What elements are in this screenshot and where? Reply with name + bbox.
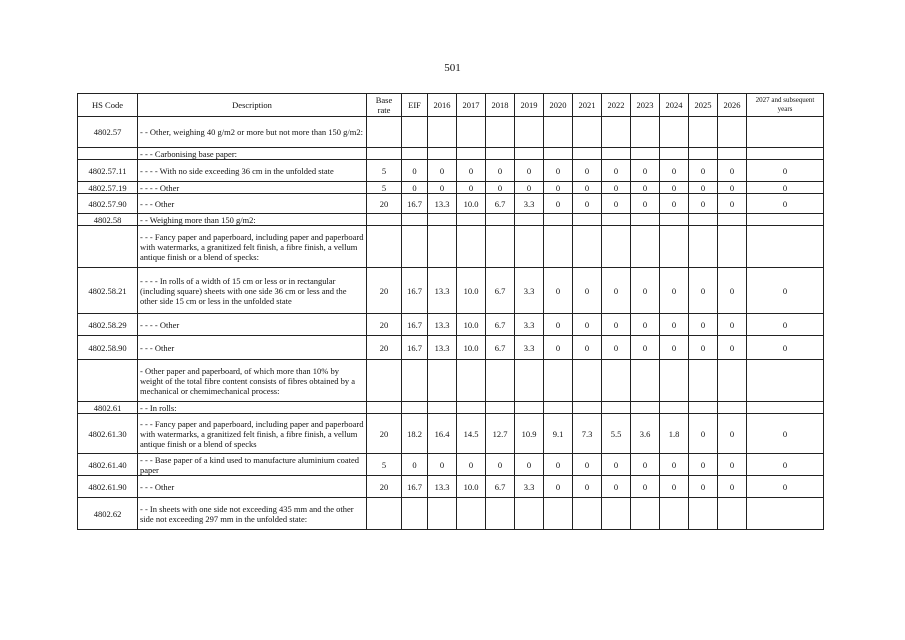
rate-cell: 3.3 — [515, 268, 544, 314]
rate-cell — [602, 214, 631, 226]
column-header-eif: EIF — [402, 94, 428, 117]
column-header-2019: 2019 — [515, 94, 544, 117]
rate-cell — [367, 226, 402, 268]
column-header-2021: 2021 — [573, 94, 602, 117]
rate-cell: 0 — [544, 194, 573, 214]
table-row — [78, 117, 824, 148]
rate-cell — [367, 498, 402, 530]
rate-cell — [428, 360, 457, 402]
table-row — [78, 194, 824, 214]
rate-cell — [515, 148, 544, 160]
rate-cell: 0 — [747, 268, 824, 314]
hs-code-cell: 4802.61.40 — [78, 454, 138, 476]
rate-cell — [660, 214, 689, 226]
rate-cell — [428, 214, 457, 226]
rate-cell — [428, 148, 457, 160]
rate-cell: 0 — [544, 314, 573, 336]
hs-code-cell: 4802.62 — [78, 498, 138, 530]
rate-cell: 0 — [631, 160, 660, 182]
rate-cell: 0 — [573, 160, 602, 182]
rate-cell — [718, 226, 747, 268]
description-cell: - - - Other — [138, 336, 367, 360]
rate-cell: 0 — [402, 160, 428, 182]
rate-cell — [631, 117, 660, 148]
rate-cell — [747, 498, 824, 530]
rate-cell — [602, 117, 631, 148]
rate-cell: 0 — [718, 194, 747, 214]
rate-cell: 0 — [689, 194, 718, 214]
rate-cell: 0 — [747, 160, 824, 182]
rate-cell: 0 — [544, 268, 573, 314]
rate-cell: 1.8 — [660, 414, 689, 454]
rate-cell — [631, 360, 660, 402]
rate-cell — [660, 360, 689, 402]
rate-cell: 0 — [602, 314, 631, 336]
rate-cell: 0 — [631, 194, 660, 214]
table-row — [78, 268, 824, 314]
description-cell: - - Other, weighing 40 g/m2 or more but not more than 150 g/m2: — [138, 117, 367, 148]
rate-cell — [631, 402, 660, 414]
rate-cell: 0 — [457, 182, 486, 194]
table-row — [78, 148, 824, 160]
rate-cell: 20 — [367, 414, 402, 454]
column-header-base-rate: Base rate — [367, 94, 402, 117]
rate-cell — [747, 148, 824, 160]
rate-cell — [515, 226, 544, 268]
rate-cell: 6.7 — [486, 314, 515, 336]
description-cell: - Other paper and paperboard, of which more than 10% by weight of the total fibre content consists of fibres obtained by a mechanical or chemimechanical process: — [138, 360, 367, 402]
rate-cell: 6.7 — [486, 336, 515, 360]
table-body — [78, 117, 824, 530]
rate-cell: 18.2 — [402, 414, 428, 454]
rate-cell: 0 — [747, 194, 824, 214]
rate-cell: 0 — [747, 414, 824, 454]
rate-cell — [602, 402, 631, 414]
hs-code-cell: 4802.57.90 — [78, 194, 138, 214]
rate-cell: 0 — [631, 454, 660, 476]
rate-cell — [602, 226, 631, 268]
hs-code-cell — [78, 148, 138, 160]
rate-cell: 7.3 — [573, 414, 602, 454]
rate-cell: 10.9 — [515, 414, 544, 454]
rate-cell — [544, 402, 573, 414]
rate-cell — [689, 148, 718, 160]
table-row — [78, 336, 824, 360]
rate-cell — [747, 402, 824, 414]
rate-cell — [402, 360, 428, 402]
rate-cell — [718, 402, 747, 414]
rate-cell: 20 — [367, 336, 402, 360]
rate-cell — [367, 148, 402, 160]
rate-cell: 0 — [631, 476, 660, 498]
rate-cell — [573, 498, 602, 530]
rate-cell: 10.0 — [457, 194, 486, 214]
rate-cell — [367, 360, 402, 402]
rate-cell: 0 — [544, 182, 573, 194]
rate-cell: 0 — [457, 160, 486, 182]
rate-cell — [660, 148, 689, 160]
rate-cell: 0 — [573, 454, 602, 476]
rate-cell: 5 — [367, 182, 402, 194]
rate-cell: 13.3 — [428, 268, 457, 314]
column-header-2020: 2020 — [544, 94, 573, 117]
rate-cell — [367, 117, 402, 148]
rate-cell — [631, 226, 660, 268]
rate-cell — [573, 117, 602, 148]
rate-cell: 0 — [573, 314, 602, 336]
rate-cell: 0 — [573, 268, 602, 314]
page-number: 501 — [444, 62, 461, 74]
rate-cell — [515, 117, 544, 148]
rate-cell: 0 — [689, 268, 718, 314]
rate-cell: 0 — [718, 314, 747, 336]
rate-cell: 0 — [457, 454, 486, 476]
description-cell: - - - - Other — [138, 314, 367, 336]
rate-cell: 0 — [602, 336, 631, 360]
rate-cell: 0 — [428, 182, 457, 194]
rate-cell — [428, 498, 457, 530]
rate-cell: 0 — [544, 160, 573, 182]
table-row — [78, 160, 824, 182]
rate-cell: 0 — [631, 336, 660, 360]
rate-cell: 0 — [631, 314, 660, 336]
description-cell: - - - Carbonising base paper: — [138, 148, 367, 160]
rate-cell: 0 — [718, 454, 747, 476]
tariff-schedule-table — [77, 93, 824, 530]
rate-cell: 16.7 — [402, 336, 428, 360]
rate-cell: 3.3 — [515, 314, 544, 336]
rate-cell — [660, 498, 689, 530]
rate-cell: 0 — [486, 160, 515, 182]
hs-code-cell: 4802.58.21 — [78, 268, 138, 314]
rate-cell — [747, 117, 824, 148]
rate-cell: 12.7 — [486, 414, 515, 454]
rate-cell: 0 — [718, 476, 747, 498]
description-cell: - - - - With no side exceeding 36 cm in the unfolded state — [138, 160, 367, 182]
rate-cell: 0 — [747, 314, 824, 336]
rate-cell — [515, 498, 544, 530]
column-header-2018: 2018 — [486, 94, 515, 117]
rate-cell: 16.7 — [402, 314, 428, 336]
rate-cell — [515, 214, 544, 226]
rate-cell — [457, 498, 486, 530]
column-header-2023: 2023 — [631, 94, 660, 117]
rate-cell: 6.7 — [486, 476, 515, 498]
description-cell: - - - Fancy paper and paperboard, including paper and paperboard with watermarks, a granitized felt finish, a fibre finish, a vellum antique finish or a blend of specks: — [138, 226, 367, 268]
rate-cell — [573, 148, 602, 160]
rate-cell: 0 — [602, 182, 631, 194]
rate-cell: 0 — [689, 476, 718, 498]
rate-cell: 0 — [573, 194, 602, 214]
rate-cell — [457, 360, 486, 402]
rate-cell — [544, 148, 573, 160]
rate-cell: 0 — [573, 476, 602, 498]
rate-cell — [515, 360, 544, 402]
rate-cell — [689, 226, 718, 268]
rate-cell: 0 — [486, 182, 515, 194]
table-row — [78, 314, 824, 336]
rate-cell — [689, 214, 718, 226]
rate-cell: 0 — [689, 182, 718, 194]
column-header-2022: 2022 — [602, 94, 631, 117]
rate-cell: 0 — [660, 314, 689, 336]
column-header-2027-and-subsequent-years: 2027 and subsequent years — [747, 94, 824, 117]
rate-cell: 3.3 — [515, 194, 544, 214]
rate-cell: 16.7 — [402, 194, 428, 214]
rate-cell: 10.0 — [457, 268, 486, 314]
table-row — [78, 226, 824, 268]
rate-cell — [367, 402, 402, 414]
rate-cell: 0 — [660, 194, 689, 214]
rate-cell — [486, 360, 515, 402]
hs-code-cell: 4802.58.90 — [78, 336, 138, 360]
rate-cell — [631, 214, 660, 226]
rate-cell: 0 — [660, 182, 689, 194]
rate-cell: 0 — [631, 182, 660, 194]
rate-cell — [602, 360, 631, 402]
rate-cell — [486, 214, 515, 226]
rate-cell — [402, 402, 428, 414]
column-header-2024: 2024 — [660, 94, 689, 117]
description-cell: - - - Base paper of a kind used to manufacture aluminium coated paper — [138, 454, 367, 476]
table-row — [78, 476, 824, 498]
hs-code-cell: 4802.61.90 — [78, 476, 138, 498]
rate-cell: 14.5 — [457, 414, 486, 454]
rate-cell: 0 — [689, 336, 718, 360]
rate-cell: 13.3 — [428, 194, 457, 214]
rate-cell: 6.7 — [486, 268, 515, 314]
rate-cell: 0 — [573, 336, 602, 360]
hs-code-cell: 4802.58 — [78, 214, 138, 226]
rate-cell: 0 — [544, 336, 573, 360]
rate-cell — [689, 117, 718, 148]
rate-cell: 10.0 — [457, 336, 486, 360]
rate-cell: 3.6 — [631, 414, 660, 454]
rate-cell — [718, 148, 747, 160]
rate-cell — [573, 226, 602, 268]
rate-cell: 0 — [689, 414, 718, 454]
rate-cell — [544, 360, 573, 402]
table-row — [78, 414, 824, 454]
rate-cell — [457, 402, 486, 414]
rate-cell: 13.3 — [428, 336, 457, 360]
rate-cell — [573, 402, 602, 414]
rate-cell — [486, 117, 515, 148]
rate-cell: 5.5 — [602, 414, 631, 454]
rate-cell: 3.3 — [515, 336, 544, 360]
rate-cell — [718, 498, 747, 530]
rate-cell: 0 — [660, 160, 689, 182]
rate-cell: 0 — [747, 336, 824, 360]
rate-cell: 0 — [747, 454, 824, 476]
rate-cell: 13.3 — [428, 314, 457, 336]
rate-cell — [747, 214, 824, 226]
rate-cell: 16.4 — [428, 414, 457, 454]
rate-cell: 0 — [602, 454, 631, 476]
rate-cell: 0 — [689, 314, 718, 336]
rate-cell — [457, 226, 486, 268]
rate-cell: 20 — [367, 268, 402, 314]
rate-cell: 0 — [660, 268, 689, 314]
rate-cell — [718, 214, 747, 226]
rate-cell: 0 — [718, 268, 747, 314]
table-row — [78, 214, 824, 226]
table-row — [78, 402, 824, 414]
rate-cell — [367, 214, 402, 226]
rate-cell — [402, 226, 428, 268]
rate-cell — [660, 226, 689, 268]
rate-cell — [402, 117, 428, 148]
rate-cell: 0 — [718, 336, 747, 360]
rate-cell — [428, 402, 457, 414]
rate-cell: 0 — [660, 336, 689, 360]
rate-cell — [602, 498, 631, 530]
rate-cell — [486, 226, 515, 268]
hs-code-cell: 4802.61.30 — [78, 414, 138, 454]
rate-cell — [428, 117, 457, 148]
rate-cell: 0 — [402, 454, 428, 476]
rate-cell — [544, 226, 573, 268]
description-cell: - - - Other — [138, 194, 367, 214]
description-cell: - - - Fancy paper and paperboard, including paper and paperboard with watermarks, a granitized felt finish, a fibre finish, a vellum antique finish or a blend of specks — [138, 414, 367, 454]
rate-cell: 13.3 — [428, 476, 457, 498]
rate-cell: 0 — [544, 476, 573, 498]
table-row — [78, 454, 824, 476]
rate-cell — [544, 214, 573, 226]
rate-cell: 5 — [367, 160, 402, 182]
rate-cell: 0 — [402, 182, 428, 194]
description-cell: - - - - Other — [138, 182, 367, 194]
hs-code-cell — [78, 226, 138, 268]
rate-cell: 0 — [544, 454, 573, 476]
rate-cell — [515, 402, 544, 414]
rate-cell — [689, 402, 718, 414]
rate-cell: 0 — [718, 160, 747, 182]
rate-cell: 20 — [367, 476, 402, 498]
hs-code-cell: 4802.57.11 — [78, 160, 138, 182]
rate-cell — [573, 214, 602, 226]
rate-cell — [486, 498, 515, 530]
rate-cell: 0 — [689, 160, 718, 182]
rate-cell: 3.3 — [515, 476, 544, 498]
rate-cell: 0 — [428, 454, 457, 476]
rate-cell — [428, 226, 457, 268]
rate-cell — [457, 148, 486, 160]
description-cell: - - - - In rolls of a width of 15 cm or less or in rectangular (including square) sheets with one side 36 cm or less and the other side 15 cm or less in the unfolded state — [138, 268, 367, 314]
rate-cell — [486, 402, 515, 414]
rate-cell: 0 — [602, 268, 631, 314]
rate-cell — [747, 226, 824, 268]
rate-cell: 10.0 — [457, 476, 486, 498]
rate-cell: 0 — [718, 182, 747, 194]
rate-cell — [457, 214, 486, 226]
rate-cell: 10.0 — [457, 314, 486, 336]
rate-cell: 0 — [718, 414, 747, 454]
hs-code-cell: 4802.57.19 — [78, 182, 138, 194]
rate-cell: 0 — [428, 160, 457, 182]
rate-cell — [718, 360, 747, 402]
description-cell: - - Weighing more than 150 g/m2: — [138, 214, 367, 226]
table-row — [78, 182, 824, 194]
rate-cell: 0 — [747, 182, 824, 194]
rate-cell: 0 — [747, 476, 824, 498]
rate-cell: 0 — [515, 160, 544, 182]
rate-cell — [660, 117, 689, 148]
rate-cell: 20 — [367, 314, 402, 336]
column-header-2025: 2025 — [689, 94, 718, 117]
rate-cell — [486, 148, 515, 160]
rate-cell: 0 — [602, 476, 631, 498]
description-cell: - - - Other — [138, 476, 367, 498]
rate-cell: 5 — [367, 454, 402, 476]
rate-cell — [689, 498, 718, 530]
hs-code-cell — [78, 360, 138, 402]
rate-cell: 0 — [602, 160, 631, 182]
column-header-description: Description — [138, 94, 367, 117]
rate-cell — [402, 498, 428, 530]
hs-code-cell: 4802.57 — [78, 117, 138, 148]
column-header-2017: 2017 — [457, 94, 486, 117]
rate-cell: 0 — [660, 476, 689, 498]
rate-cell: 20 — [367, 194, 402, 214]
rate-cell — [631, 148, 660, 160]
rate-cell — [747, 360, 824, 402]
rate-cell: 0 — [486, 454, 515, 476]
rate-cell: 0 — [602, 194, 631, 214]
rate-cell: 0 — [515, 454, 544, 476]
column-header-2026: 2026 — [718, 94, 747, 117]
rate-cell: 0 — [573, 182, 602, 194]
rate-cell — [544, 117, 573, 148]
rate-cell — [402, 148, 428, 160]
description-cell: - - In rolls: — [138, 402, 367, 414]
table-row — [78, 360, 824, 402]
rate-cell: 16.7 — [402, 268, 428, 314]
rate-cell: 0 — [515, 182, 544, 194]
rate-cell — [544, 498, 573, 530]
header-row — [78, 94, 824, 117]
description-cell: - - In sheets with one side not exceeding 435 mm and the other side not exceeding 297 mm in the unfolded state: — [138, 498, 367, 530]
column-header-2016: 2016 — [428, 94, 457, 117]
rate-cell: 0 — [689, 454, 718, 476]
rate-cell: 0 — [631, 268, 660, 314]
rate-cell — [573, 360, 602, 402]
hs-code-cell: 4802.58.29 — [78, 314, 138, 336]
rate-cell — [631, 498, 660, 530]
rate-cell: 9.1 — [544, 414, 573, 454]
hs-code-cell: 4802.61 — [78, 402, 138, 414]
rate-cell: 0 — [660, 454, 689, 476]
rate-cell — [689, 360, 718, 402]
rate-cell — [602, 148, 631, 160]
rate-cell — [660, 402, 689, 414]
rate-cell — [718, 117, 747, 148]
rate-cell — [402, 214, 428, 226]
rate-cell — [457, 117, 486, 148]
table-row — [78, 498, 824, 530]
rate-cell: 16.7 — [402, 476, 428, 498]
column-header-hs-code: HS Code — [78, 94, 138, 117]
rate-cell: 6.7 — [486, 194, 515, 214]
